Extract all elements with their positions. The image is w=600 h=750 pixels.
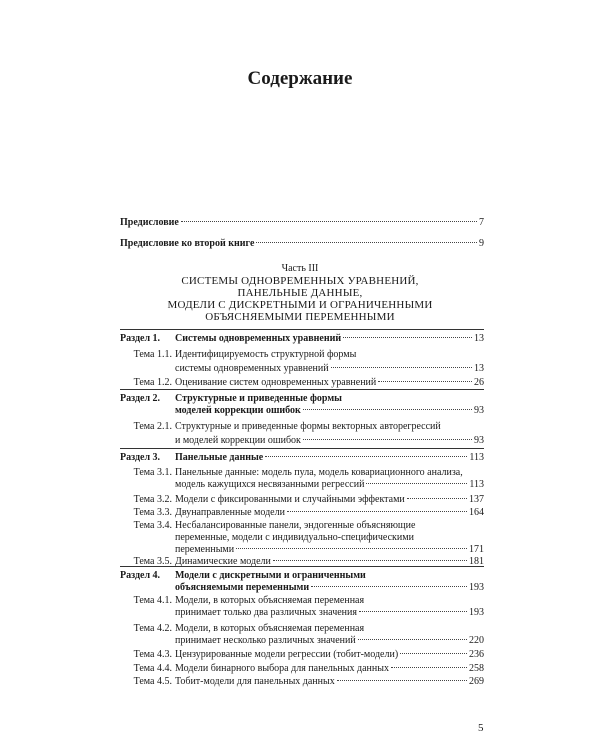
dot-leader: [359, 611, 467, 612]
topic-page: 113: [469, 479, 484, 490]
section-title: [175, 393, 484, 405]
section-title: [175, 452, 484, 464]
section-title: [175, 333, 484, 345]
section-label: Раздел 1.: [120, 333, 161, 344]
topic-title-line: Модели с фиксированными и случайными эффектами: [175, 494, 405, 505]
topic-title: [175, 532, 484, 544]
dot-leader: [407, 498, 467, 499]
dot-leader: [331, 367, 472, 368]
topic-title: [175, 649, 484, 661]
dot-leader: [256, 242, 477, 243]
section-label: Раздел 2.: [120, 393, 161, 404]
page-number: 5: [478, 722, 484, 734]
topic-label: Тема 3.2.: [133, 494, 172, 505]
topic-label: Тема 1.1.: [133, 349, 172, 360]
topic-label: Тема 3.1.: [133, 467, 172, 478]
toc-entry-preface: [120, 217, 484, 229]
dot-leader: [273, 560, 467, 561]
topic-label: Тема 3.3.: [133, 507, 172, 518]
topic-page: 93: [474, 435, 484, 446]
topic-page: 171: [469, 544, 484, 555]
section-divider: [120, 448, 484, 449]
topic-title-line: Идентифицируемость структурной формы: [175, 349, 357, 360]
section-page: 113: [469, 452, 484, 463]
dot-leader: [391, 667, 467, 668]
topic-label: Тема 4.3.: [133, 649, 172, 660]
topic-title-line: Несбалансированные панели, эндогенные объясняющие: [175, 520, 416, 531]
topic-page: 13: [474, 363, 484, 374]
topic-title-line: Модели, в которых объясняемая переменная: [175, 623, 365, 634]
topic-title: [175, 544, 484, 556]
topic-title: [175, 377, 484, 389]
topic-page: 26: [474, 377, 484, 388]
dot-leader: [181, 221, 477, 222]
topic-title: [175, 635, 484, 647]
topic-title: [175, 607, 484, 619]
section-page: 193: [469, 582, 484, 593]
topic-title-line: Тобит-модели для панельных данных: [175, 676, 335, 687]
topic-label: Тема 3.5.: [133, 556, 172, 567]
section-title-line: Системы одновременных уравнений: [175, 333, 342, 344]
topic-title: [175, 349, 484, 361]
dot-leader: [400, 653, 467, 654]
topic-title-line: Двунаправленные модели: [175, 507, 285, 518]
dot-leader: [358, 639, 467, 640]
section-title: [175, 582, 484, 594]
section-page: 93: [474, 405, 484, 416]
topic-title: [175, 467, 484, 479]
toc-entry-preface: [120, 238, 484, 250]
section-title-line: объясняемыми переменными: [175, 582, 310, 593]
topic-label: Тема 4.1.: [133, 595, 172, 606]
topic-title-line: Структурные и приведенные формы векторных авторегрессий: [175, 421, 441, 432]
topic-page: 220: [469, 635, 484, 646]
part-heading: [0, 263, 600, 323]
section-title-line: Структурные и приведенные формы: [175, 393, 342, 404]
dot-leader: [303, 409, 472, 410]
topic-label: Тема 4.2.: [133, 623, 172, 634]
part-number: Часть III: [281, 263, 319, 274]
dot-leader: [366, 483, 467, 484]
topic-page: 193: [469, 607, 484, 618]
toc-entry-page: 7: [479, 217, 484, 228]
section-title: [175, 570, 484, 582]
topic-title-line: Модели, в которых объясняемая переменная: [175, 595, 365, 606]
section-title-line: Модели с дискретными и ограниченными: [175, 570, 366, 581]
dot-leader: [303, 439, 472, 440]
dot-leader: [287, 511, 467, 512]
section-title-line: моделей коррекции ошибок: [175, 405, 301, 416]
topic-title: [175, 421, 484, 433]
topic-title: [175, 595, 484, 607]
topic-page: 258: [469, 663, 484, 674]
part-title-line: ОБЪЯСНЯЕМЫМИ ПЕРЕМЕННЫМИ: [205, 311, 395, 323]
dot-leader: [337, 680, 467, 681]
topic-title-line: Оценивание систем одновременных уравнений: [175, 377, 377, 388]
toc-entry-page: 9: [479, 238, 484, 249]
topic-title: [175, 663, 484, 675]
dot-leader: [236, 548, 467, 549]
topic-title-line: Цензурированные модели регрессии (тобит-модели): [175, 649, 399, 660]
section-label: Раздел 4.: [120, 570, 161, 581]
page-title: Содержание: [247, 68, 353, 89]
topic-title-line: принимает только два различных значения: [175, 607, 357, 618]
part-title-line: ПАНЕЛЬНЫЕ ДАННЫЕ,: [237, 287, 363, 299]
topic-page: 164: [469, 507, 484, 518]
topic-title-line: принимает несколько различных значений: [175, 635, 356, 646]
toc-entry-title: Предисловие: [120, 217, 179, 228]
topic-label: Тема 4.5.: [133, 676, 172, 687]
section-label: Раздел 3.: [120, 452, 161, 463]
section-divider: [120, 566, 484, 567]
topic-title-line: системы одновременных уравнений: [175, 363, 329, 374]
part-title-line: СИСТЕМЫ ОДНОВРЕМЕННЫХ УРАВНЕНИЙ,: [181, 275, 419, 287]
topic-title: [175, 363, 484, 375]
section-divider: [120, 389, 484, 390]
topic-page: 137: [469, 494, 484, 505]
toc-entry-title: Предисловие ко второй книге: [120, 238, 255, 249]
part-title-line: МОДЕЛИ С ДИСКРЕТНЫМИ И ОГРАНИЧЕННЫМИ: [167, 299, 433, 311]
topic-title-line: переменными: [175, 544, 235, 555]
topic-label: Тема 3.4.: [133, 520, 172, 531]
topic-title: [175, 623, 484, 635]
topic-page: 269: [469, 676, 484, 687]
topic-title: [175, 494, 484, 506]
topic-title-line: переменные, модели с индивидуально-специфическими: [175, 532, 414, 543]
section-title-line: Панельные данные: [175, 452, 264, 463]
topic-label: Тема 2.1.: [133, 421, 172, 432]
topic-title: [175, 507, 484, 519]
section-divider: [120, 329, 484, 330]
topic-title-line: модель кажущихся несвязанными регрессий: [175, 479, 365, 490]
topic-title-line: и моделей коррекции ошибок: [175, 435, 301, 446]
section-title: [175, 405, 484, 417]
topic-page: 236: [469, 649, 484, 660]
dot-leader: [311, 586, 467, 587]
dot-leader: [378, 381, 472, 382]
topic-label: Тема 1.2.: [133, 377, 172, 388]
dot-leader: [343, 337, 472, 338]
section-page: 13: [474, 333, 484, 344]
topic-title-line: Панельные данные: модель пула, модель ковариационного анализа,: [175, 467, 463, 478]
topic-page: 181: [469, 556, 484, 567]
dot-leader: [265, 456, 467, 457]
topic-label: Тема 4.4.: [133, 663, 172, 674]
topic-title: [175, 435, 484, 447]
topic-title: [175, 520, 484, 532]
topic-title: [175, 479, 484, 491]
topic-title-line: Динамические модели: [175, 556, 271, 567]
topic-title-line: Модели бинарного выбора для панельных данных: [175, 663, 389, 674]
topic-title: [175, 676, 484, 688]
